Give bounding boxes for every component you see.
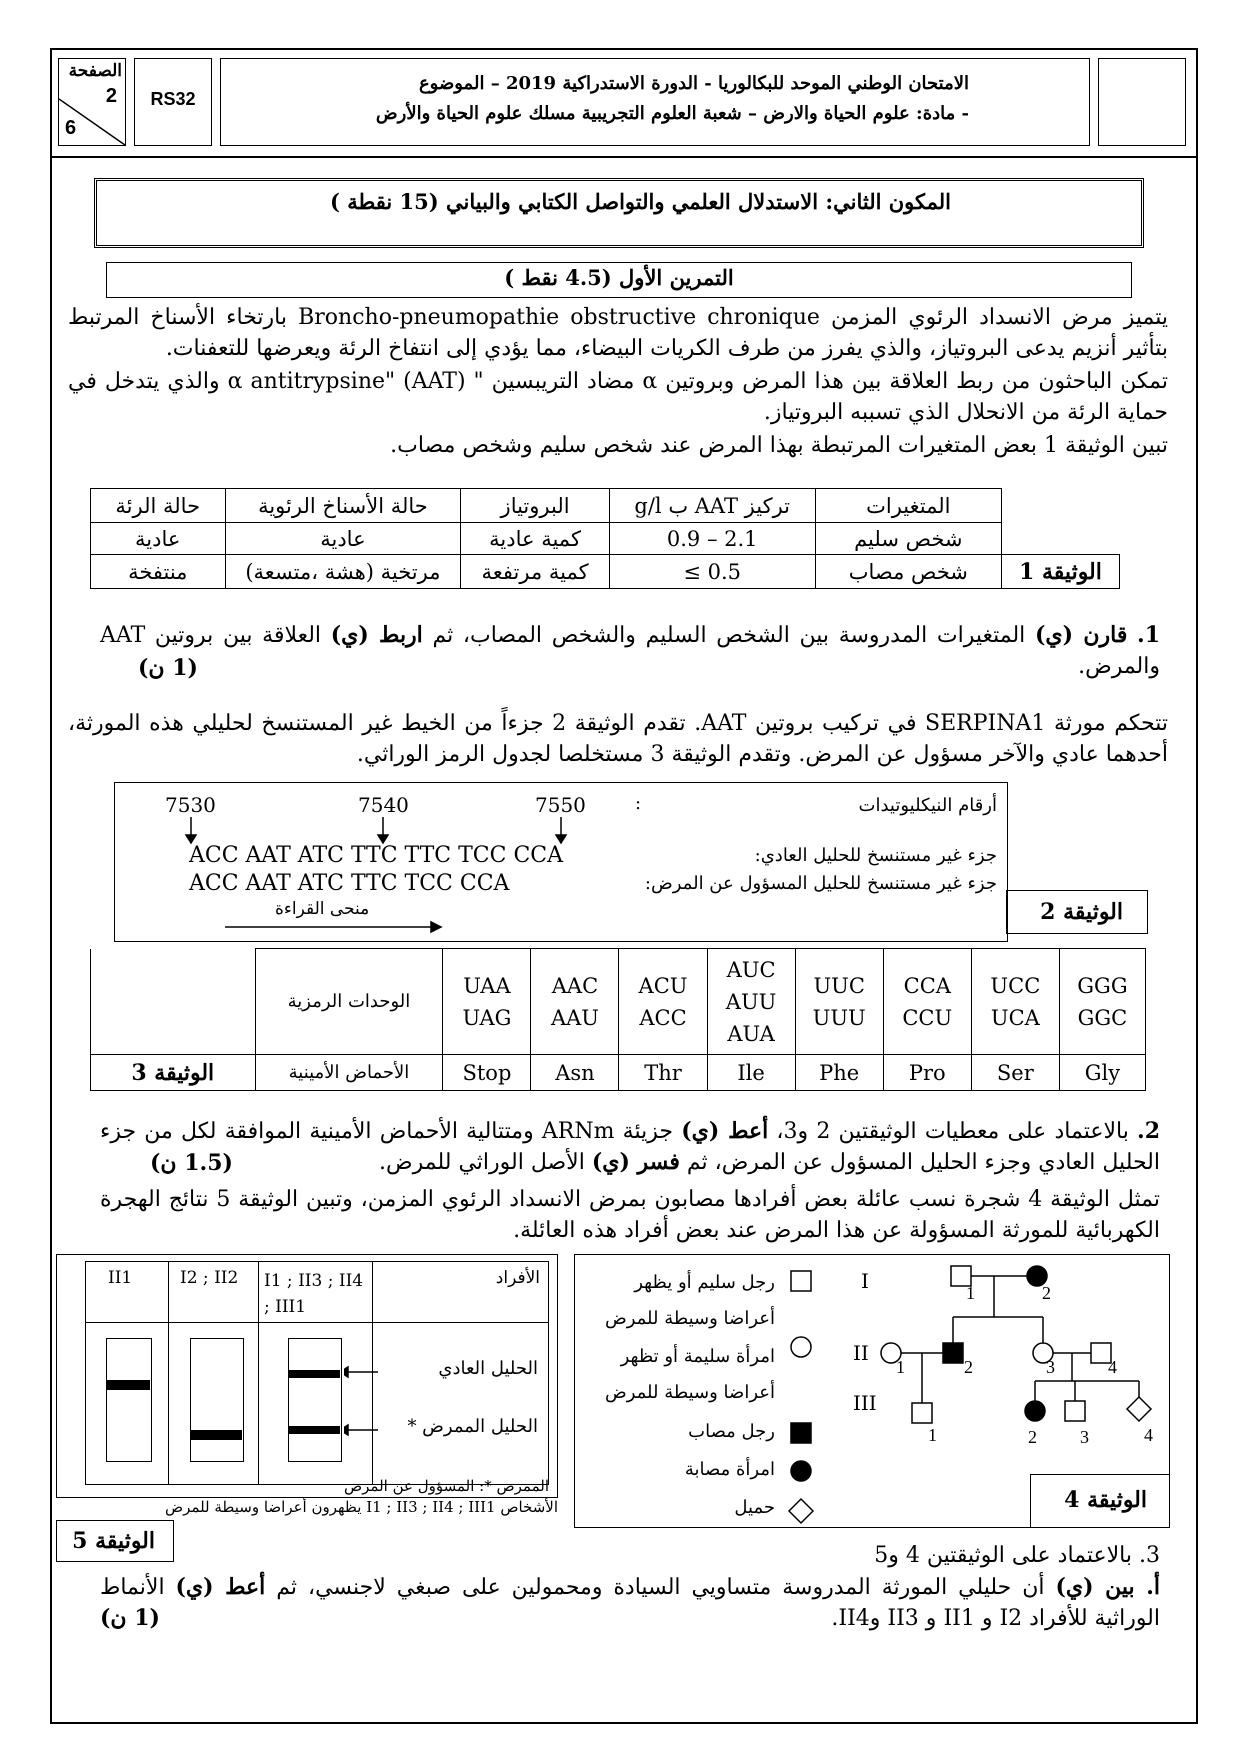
codon-phe: UUC UUU	[795, 949, 883, 1055]
intro-paragraph-3: تبين الوثيقة 1 بعض المتغيرات المرتبطة بهذا المرض عند شخص سليم وشخص مصاب.	[390, 433, 1168, 458]
pedigree-II2	[943, 1343, 963, 1363]
q2-t1: بالاعتماد على معطيات الوثيقتين 2 و3،	[776, 1119, 1129, 1144]
codon-pro: CCA CCU	[883, 949, 971, 1055]
gen-II: II	[853, 1341, 869, 1365]
legend-affected-male-symbol	[791, 1423, 811, 1443]
q3a-text: أن حليلي المورثة المدروسة متساويي السيادة ومحمولين على صبغي لاجنسي، ثم	[276, 1575, 1045, 1600]
codon-row-label: الوحدات الرمزية	[255, 949, 443, 1055]
doc5-inner-table	[85, 1261, 549, 1485]
svg-text:3: 3	[1046, 1357, 1055, 1377]
gen-I: I	[861, 1269, 869, 1293]
normal-allele-label: جزء غير مستنسخ للحليل العادي:	[754, 845, 997, 866]
gen-III: III	[853, 1391, 877, 1415]
position-7540: 7540	[358, 793, 409, 817]
doc1-table	[90, 488, 1120, 589]
band-lane3-normal	[288, 1370, 340, 1378]
doc1-sick-alveoli: مرتخية (هشة ،متسعة)	[225, 555, 461, 589]
legend-healthy-male-symbol	[791, 1271, 811, 1291]
svg-text:4: 4	[1144, 1425, 1153, 1445]
legend-affected-female-symbol	[791, 1461, 811, 1481]
doc1-healthy-aat: 0.9 – 2.1	[609, 523, 815, 555]
intro-paragraph-1: يتميز مرض الانسداد الرئوي المزمن Broncho-pneumopathie obstructive chronique بارتخاء الأسناخ المرتبط بتأثير أنزيم يدعى البروتياز، والذي يفرز من طرف الكريات البيضاء، مما يؤدي إلى انتفاخ الرئة ويعرضها للتعفنات.	[68, 305, 1168, 361]
page-number-box	[58, 58, 126, 146]
doc2-label: الوثيقة 2	[1040, 899, 1123, 925]
q3a-show: أ. بين (ي)	[1055, 1574, 1160, 1600]
doc1-header-lung: حالة الرئة	[91, 489, 226, 523]
svg-text:3: 3	[1080, 1427, 1089, 1447]
disease-allele-sequence: ACC AAT ATC TTC TCC CCA	[189, 871, 510, 896]
doc4-label: الوثيقة 4	[1064, 1487, 1147, 1513]
codon-asn: AAC AAU	[531, 949, 619, 1055]
doc1-sick-lung: منتفخة	[91, 555, 226, 589]
doc5-col-3: II1	[108, 1268, 133, 1288]
allele-arrows	[344, 1362, 384, 1452]
exercise-title-box	[106, 262, 1132, 298]
doc5-col-1: I1 ; II3 ; II4 ; III1	[264, 1271, 364, 1317]
blank-box	[1098, 58, 1186, 146]
svg-text:2: 2	[1042, 1283, 1051, 1303]
q1-points: (1 ن)	[138, 655, 198, 681]
q2-number: 2.	[1137, 1118, 1161, 1144]
doc1-healthy-lung: عادية	[91, 523, 226, 555]
codon-gly: GGG GGC	[1059, 949, 1145, 1055]
doc1-header-alveoli: حالة الأسناخ الرئوية	[225, 489, 461, 523]
band-lane2-disease	[190, 1430, 242, 1440]
doc5-individuals-label: الأفراد	[495, 1268, 540, 1288]
doc2-colon: :	[635, 793, 642, 814]
q3a-rest: الأنماط الوراثية للأفراد I2 و II1 و II3 وII4.	[100, 1575, 1160, 1631]
codon-ile: AUC AUU AUA	[707, 949, 795, 1055]
q3a-give: أعط (ي)	[175, 1574, 266, 1600]
doc1-healthy-alveoli: عادية	[225, 523, 461, 555]
aa-gly: Gly	[1059, 1055, 1145, 1091]
lane-2	[190, 1338, 244, 1462]
doc2-box	[114, 782, 1008, 942]
legend-affected-male: رجل مصاب	[688, 1421, 775, 1442]
doc1-label: الوثيقة 1	[1001, 555, 1119, 589]
doc1-sick-aat: ≤ 0.5	[609, 555, 815, 589]
q2-explain: فسر (ي)	[591, 1149, 680, 1175]
aa-row-label: الأحماض الأمينية	[255, 1055, 443, 1091]
q2-t3: جزيئة ARNm ومتتالية الأحماض الأمينية الموافقة لكل من جزء الحليل العادي وجزء الحليل المسؤول عن المرض، ثم	[100, 1119, 1160, 1175]
pedigree-III3	[1065, 1401, 1085, 1421]
doc5-note-1: الممرض *: المسؤول عن المرض	[344, 1477, 549, 1495]
svg-text:1: 1	[928, 1425, 937, 1445]
doc5-note-2: الأشخاص I1 ; II3 ; II4 ; III1 يظهرون أعراضا وسيطة للمرض	[165, 1498, 558, 1516]
q1-text-d: العلاقة بين بروتين AAT والمرض.	[100, 623, 1160, 679]
component-title: المكون الثاني: الاستدلال العلمي والتواصل الكتابي والبياني (15 نقطة )	[330, 189, 951, 214]
serpina-paragraph: تتحكم مورثة SERPINA1 في تركيب بروتين AAT. تقدم الوثيقة 2 جزءاً من الخيط غير المستنسخ لحليلي هذه المورثة، أحدهما عادي والآخر مسؤول عن المرض. وتقدم الوثيقة 3 مستخلصا لجدول الرمز الوراثي.	[68, 711, 1168, 767]
doc1-healthy-protease: كمية عادية	[461, 523, 609, 555]
legend-affected-female: امرأة مصابة	[684, 1459, 775, 1480]
question-3-head: 3. بالاعتماد على الوثيقتين 4 و5	[874, 1543, 1160, 1568]
subject-code: RS32	[150, 89, 196, 109]
normal-allele-sequence: ACC AAT ATC TTC TTC TCC CCA	[189, 843, 564, 868]
subject-line: - مادة: علوم الحياة والارض – شعبة العلوم التجريبية مسلك علوم الحياة والأرض	[375, 103, 969, 124]
pedigree-III2	[1025, 1401, 1045, 1421]
exam-title: الامتحان الوطني الموحد للبكالوريا - الدورة الاستدراكية 2019 – الموضوع	[418, 73, 969, 94]
doc5-box	[56, 1254, 558, 1498]
legend-healthy-female: امرأة سليمة أو تظهر أعراضا وسيطة للمرض	[604, 1346, 775, 1403]
doc2-label-box	[1006, 890, 1148, 934]
doc2-numbers-label: أرقام النيكليوتيدات	[858, 795, 997, 816]
band-lane3-disease	[288, 1426, 340, 1434]
pedigree-III1	[912, 1403, 932, 1423]
svg-text:2: 2	[964, 1357, 973, 1377]
question-2	[100, 1116, 1160, 1178]
doc3-table	[90, 948, 1146, 1091]
page-num: 2	[105, 85, 117, 107]
reading-direction: منحى القراءة	[275, 899, 370, 919]
pedigree-intro: تمثل الوثيقة 4 شجرة نسب عائلة بعض أفرادها مصابون بمرض الانسداد الرئوي المزمن، وتبين الوثيقة 5 نتائج الهجرة الكهربائية للمورثة المسؤولة عن هذا المرض عند بعض أفراد هذه العائلة.	[100, 1187, 1160, 1243]
codon-stop: UAA UAG	[443, 949, 531, 1055]
question-3a	[100, 1572, 1160, 1634]
q1-relate: اربط (ي)	[330, 622, 423, 648]
question-1	[100, 620, 1160, 682]
doc4-label-box	[1030, 1474, 1170, 1528]
band-lane1-normal	[106, 1380, 150, 1390]
doc1-header-protease: البروتياز	[461, 489, 609, 523]
code-box	[134, 58, 212, 146]
component-title-box	[94, 178, 1144, 248]
pedigree-III4	[1127, 1397, 1151, 1421]
lane-1	[106, 1338, 152, 1462]
aa-asn: Asn	[531, 1055, 619, 1091]
svg-text:4: 4	[1108, 1357, 1117, 1377]
svg-text:1: 1	[966, 1283, 975, 1303]
exercise-title: التمرين الأول (4.5 نقط )	[504, 265, 734, 290]
q2-t5: الأصل الوراثي للمرض.	[379, 1150, 585, 1175]
doc1-sick-label: شخص مصاب	[815, 555, 1001, 589]
legend-fetus: حميل	[734, 1497, 775, 1518]
q1-text-b: المتغيرات المدروسة بين الشخص السليم والشخص المصاب، ثم	[432, 623, 1026, 648]
intro-paragraph-2: تمكن الباحثون من ربط العلاقة بين هذا المرض وبروتين α مضاد التريبسين " α antitrypsine" (AAT) والذي يتدخل في حماية الرئة من الانحلال الذي تسببه البروتياز.	[68, 369, 1168, 425]
disease-allele-label: جزء غير مستنسخ للحليل المسؤول عن المرض:	[644, 873, 997, 894]
doc1-healthy-label: شخص سليم	[815, 523, 1001, 555]
lane-3	[288, 1338, 342, 1462]
position-7530: 7530	[165, 793, 216, 817]
doc3-label: الوثيقة 3	[91, 1055, 256, 1091]
aa-ser: Ser	[971, 1055, 1059, 1091]
normal-allele-text: الحليل العادي	[438, 1358, 538, 1379]
doc1-sick-protease: كمية مرتفعة	[461, 555, 609, 589]
aa-ile: Ile	[707, 1055, 795, 1091]
disease-allele-text: الحليل الممرض *	[407, 1416, 538, 1437]
page-total: 6	[65, 117, 77, 139]
aa-stop: Stop	[443, 1055, 531, 1091]
svg-text:2: 2	[1028, 1427, 1037, 1447]
aa-pro: Pro	[883, 1055, 971, 1091]
legend-healthy-female-symbol	[791, 1337, 811, 1357]
codon-thr: ACU ACC	[619, 949, 707, 1055]
q3-points: (1 ن)	[100, 1605, 160, 1631]
q1-number: 1.	[1137, 622, 1160, 648]
q2-give: أعط (ي)	[681, 1118, 769, 1144]
doc5-col-2: I2 ; II2	[180, 1268, 239, 1288]
position-7550: 7550	[535, 793, 586, 817]
page-label: الصفحة	[68, 61, 122, 81]
title-box	[220, 58, 1090, 146]
svg-text:1: 1	[896, 1357, 905, 1377]
codon-ser: UCC UCA	[971, 949, 1059, 1055]
doc1-header-variables: المتغيرات	[815, 489, 1001, 523]
q1-compare: قارن (ي)	[1034, 622, 1128, 648]
doc1-header-aat: تركيز AAT ب g/l	[609, 489, 815, 523]
aa-thr: Thr	[619, 1055, 707, 1091]
q2-points: (1.5 ن)	[150, 1150, 233, 1176]
legend-fetus-symbol	[789, 1499, 813, 1523]
aa-phe: Phe	[795, 1055, 883, 1091]
doc5-label: الوثيقة 5	[72, 1528, 155, 1554]
header-rule	[50, 156, 1196, 158]
legend-healthy-male: رجل سليم أو يظهر أعراضا وسيطة للمرض	[604, 1272, 775, 1329]
